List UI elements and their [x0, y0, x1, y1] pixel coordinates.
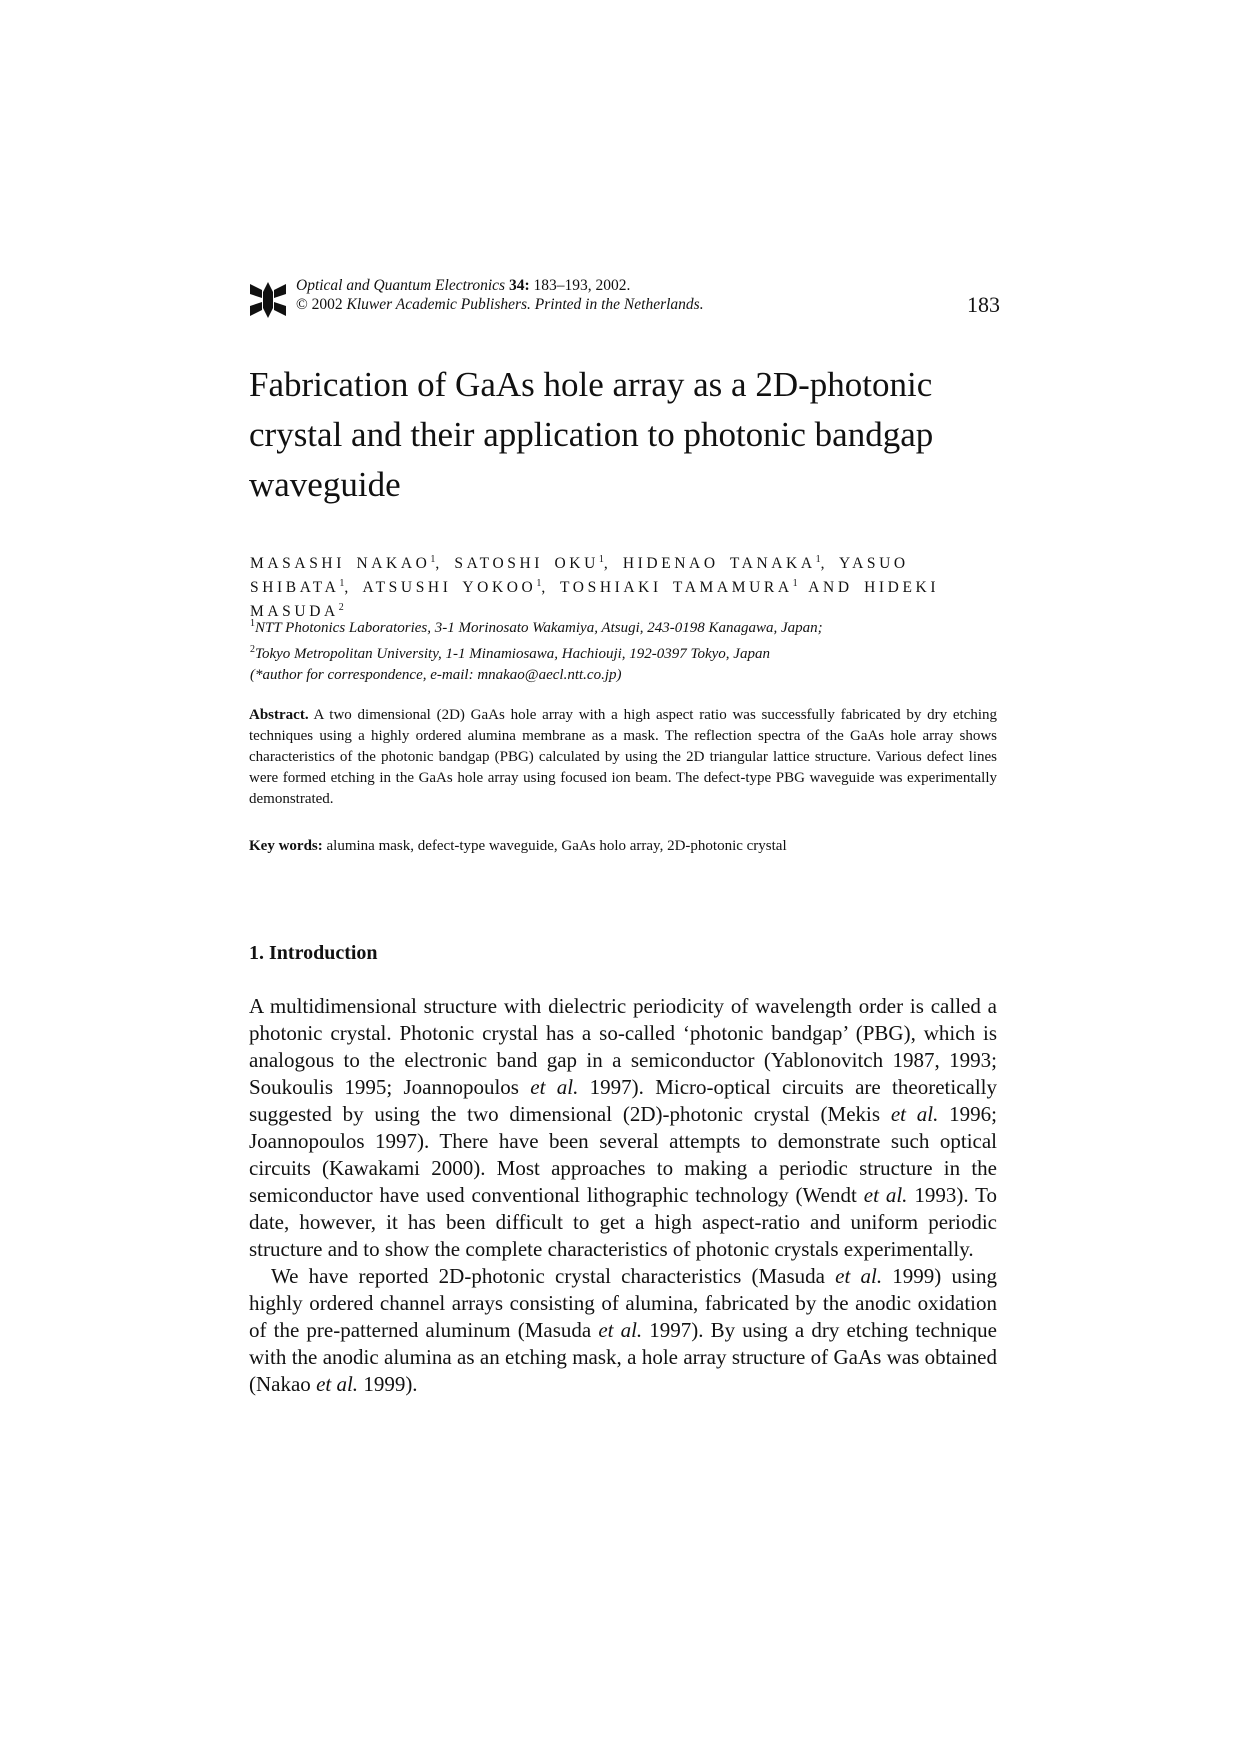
author-affiliation-mark: 1 — [536, 578, 542, 590]
author-affiliation-mark: 1 — [339, 578, 345, 590]
journal-citation-line — [296, 276, 704, 295]
text-run: 1996; Joannopoulos 1997). There have been several attempts to demonstrate such optical circuits (Kawakami 2000). Most approaches to making a periodic structure in the semiconductor have used conventional lithographic technology (Wendt — [249, 1102, 997, 1207]
abstract-text: A two dimensional (2D) GaAs hole array with a high aspect ratio was successfully fabricated by dry etching techniques using a highly ordered alumina membrane as a mask. The reflection spectra of the GaAs hole array shows characteristics of the photonic bandgap (PBG) calculated by using the 2D triangular lattice structure. Various defect lines were formed etching in the GaAs hole array using focused ion beam. The defect-type PBG waveguide was experimentally demonstrated. — [249, 707, 997, 807]
text-run: 1999). — [358, 1372, 418, 1396]
author-name: ATSUSHI YOKOO — [362, 579, 537, 597]
page-number: 183 — [967, 292, 1000, 317]
citation-etal: et al. — [316, 1372, 359, 1396]
affiliation-text: NTT Photonics Laboratories, 3-1 Morinosato Wakamiya, Atsugi, 243-0198 Kanagawa, Japan; — [255, 620, 823, 636]
publisher: Kluwer Academic Publishers. Printed in the Netherlands. — [346, 296, 704, 313]
author-affiliation-mark: 1 — [792, 578, 798, 590]
journal-pages: 183–193, 2002. — [533, 277, 631, 294]
text-run: 1997). Micro-optical circuits are theoretically suggested by using the two dimensional (2D)-photonic crystal (Mekis — [249, 1075, 998, 1126]
author-separator: , — [435, 555, 455, 573]
copyright: © 2002 — [296, 296, 343, 313]
paragraph-2 — [249, 1263, 997, 1398]
citation-etal: et al. — [890, 1102, 939, 1126]
citation-etal: et al. — [835, 1264, 883, 1288]
section-body — [249, 993, 997, 1398]
abstract — [249, 705, 997, 810]
paper-title: Fabrication of GaAs hole array as a 2D-photonic crystal and their application to photonic bandgap waveguide — [249, 365, 934, 504]
author-name: MASASHI NAKAO — [250, 555, 431, 573]
author-separator: , — [820, 555, 840, 573]
affiliation-text: (*author for correspondence, e-mail: mnakao@aecl.ntt.co.jp) — [250, 667, 622, 683]
author-affiliation-mark: 2 — [338, 602, 344, 614]
publisher-logo-icon — [248, 280, 288, 320]
keywords — [249, 838, 1009, 855]
author-name: YASUO SHIBATA — [250, 555, 909, 597]
author-separator: , — [541, 579, 561, 597]
keywords-label: Key words: — [249, 838, 323, 854]
citation-etal: et al. — [530, 1075, 579, 1099]
author-name: HIDEKI MASUDA — [250, 579, 940, 621]
author-separator: , — [603, 555, 623, 573]
keywords-text: alumina mask, defect-type waveguide, GaAs holo array, 2D-photonic crystal — [326, 838, 787, 854]
abstract-label: Abstract. — [249, 707, 309, 723]
affiliations — [250, 613, 1030, 686]
affiliation-mark: 2 — [250, 644, 255, 655]
text-run: 1999) using highly ordered channel arrays consisting of alumina, fabricated by the anodic oxidation of the pre-patterned aluminum (Masuda — [249, 1264, 998, 1342]
text-run: A multidimensional structure with dielectric periodicity of wavelength order is called a photonic crystal. Photonic crystal has a so-called ‘photonic bandgap’ (PBG), which is analogous to the electronic band gap in a semiconductor (Yablonovitch 1987, 1993; Soukoulis 1995; Joannopoulos — [249, 994, 997, 1099]
affiliation-line — [250, 613, 1030, 639]
citation-etal: et al. — [598, 1318, 643, 1342]
journal-info — [296, 276, 704, 314]
section-heading: 1. Introduction — [249, 942, 378, 964]
text-run: We have reported 2D-photonic crystal characteristics (Masuda — [271, 1264, 836, 1288]
author-name: HIDENAO TANAKA — [622, 555, 816, 573]
journal-name: Optical and Quantum Electronics — [296, 277, 506, 294]
author-name: SATOSHI OKU — [454, 555, 599, 573]
citation-etal: et al. — [863, 1183, 908, 1207]
affiliation-mark: 1 — [250, 618, 255, 629]
author-separator: AND — [797, 579, 865, 597]
journal-volume: 34: — [508, 277, 530, 294]
author-name: TOSHIAKI TAMAMURA — [560, 579, 793, 597]
author-list — [250, 550, 1010, 622]
affiliation-line — [250, 665, 1030, 686]
paragraph-1 — [249, 993, 997, 1263]
copyright-line — [296, 295, 704, 314]
affiliation-line — [250, 639, 1030, 665]
author-affiliation-mark: 1 — [430, 554, 436, 565]
author-separator: , — [344, 579, 363, 597]
author-affiliation-mark: 1 — [598, 554, 604, 565]
affiliation-text: Tokyo Metropolitan University, 1-1 Minamiosawa, Hachiouji, 192-0397 Tokyo, Japan — [255, 646, 770, 662]
text-run: 1993). To date, however, it has been difficult to get a high aspect-ratio and uniform periodic structure and to show the complete characteristics of photonic crystals experimentally. — [249, 1183, 997, 1261]
author-affiliation-mark: 1 — [815, 554, 821, 565]
text-run: 1997). By using a dry etching technique with the anodic alumina as an etching mask, a hole array structure of GaAs was obtained (Nakao — [249, 1318, 998, 1396]
